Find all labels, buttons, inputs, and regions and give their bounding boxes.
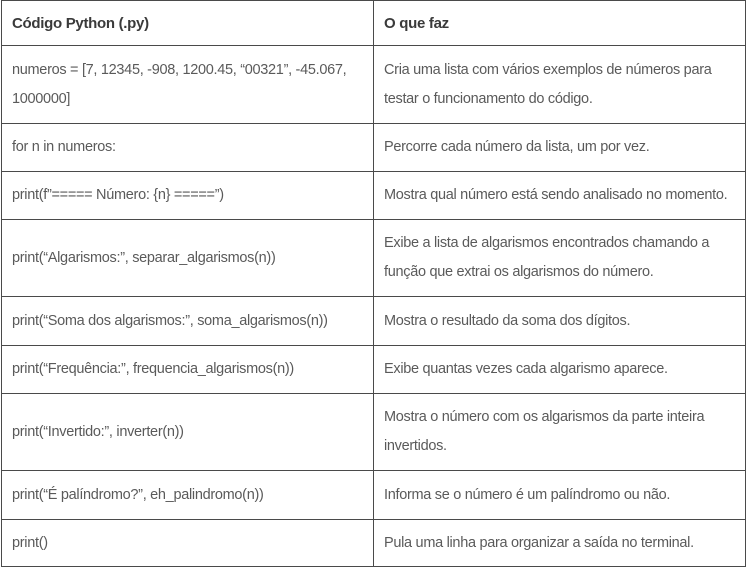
cell-code: print(“Frequência:”, frequencia_algarismos(n)): [2, 346, 374, 394]
table-row: [2, 124, 746, 172]
table-row: [2, 172, 746, 220]
table-row: [2, 220, 746, 297]
table-row: [2, 520, 746, 567]
cell-description: Exibe quantas vezes cada algarismo aparece.: [374, 346, 746, 394]
table-row: [2, 46, 746, 124]
cell-code: print(“É palíndromo?”, eh_palindromo(n)): [2, 471, 374, 520]
cell-code: print(f”===== Número: {n} =====”): [2, 172, 374, 220]
cell-description: Informa se o número é um palíndromo ou não.: [374, 471, 746, 520]
table-row: [2, 394, 746, 471]
cell-description: Mostra qual número está sendo analisado no momento.: [374, 172, 746, 220]
cell-code: numeros = [7, 12345, -908, 1200.45, “00321”, -45.067, 1000000]: [2, 46, 374, 124]
table-row: [2, 471, 746, 520]
cell-code: print(“Soma dos algarismos:”, soma_algarismos(n)): [2, 297, 374, 346]
cell-description: Mostra o resultado da soma dos dígitos.: [374, 297, 746, 346]
table-row: [2, 346, 746, 394]
cell-description: Pula uma linha para organizar a saída no terminal.: [374, 520, 746, 567]
cell-description: Percorre cada número da lista, um por vez.: [374, 124, 746, 172]
table-header-row: [2, 1, 746, 46]
cell-code: print(): [2, 520, 374, 567]
cell-code: for n in numeros:: [2, 124, 374, 172]
cell-description: Cria uma lista com vários exemplos de números para testar o funcionamento do código.: [374, 46, 746, 124]
cell-description: Mostra o número com os algarismos da parte inteira invertidos.: [374, 394, 746, 471]
header-code: Código Python (.py): [2, 1, 374, 46]
table-row: [2, 297, 746, 346]
header-description: O que faz: [374, 1, 746, 46]
code-explanation-table: [1, 0, 746, 567]
cell-description: Exibe a lista de algarismos encontrados chamando a função que extrai os algarismos do número.: [374, 220, 746, 297]
cell-code: print(“Algarismos:”, separar_algarismos(n)): [2, 220, 374, 297]
cell-code: print(“Invertido:”, inverter(n)): [2, 394, 374, 471]
